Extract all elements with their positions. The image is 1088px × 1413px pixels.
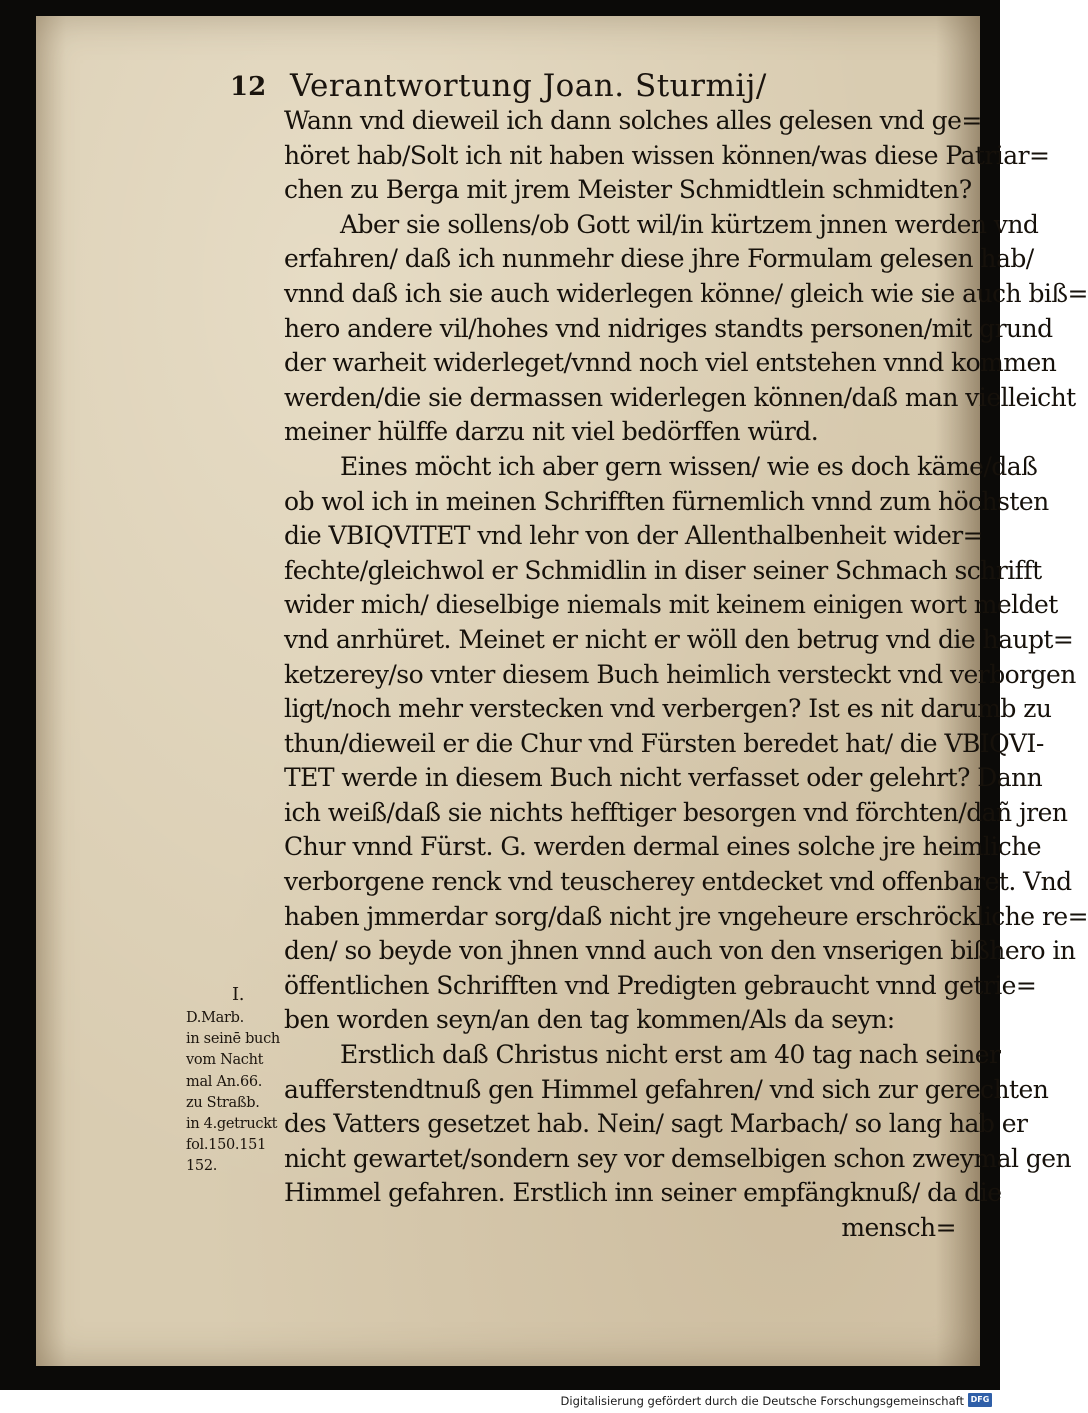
margin-note-line: zu Straßb. bbox=[186, 1094, 260, 1111]
body-text bbox=[284, 104, 1088, 1246]
running-title: Verantwortung Joan. Sturmij/ bbox=[290, 68, 767, 104]
text-line: Aber sie sollens/ob Gott wil/in kürtzem jnnen werden vnd bbox=[340, 209, 1039, 239]
margin-note-number: I. bbox=[232, 984, 245, 1005]
text-line: ben worden seyn/an den tag kommen/Als da seyn: bbox=[284, 1005, 895, 1035]
text-line: Himmel gefahren. Erstlich inn seiner empfängknuß/ da die bbox=[284, 1178, 1002, 1208]
text-line: ligt/noch mehr verstecken vnd verbergen? Ist es nit darumb zu bbox=[284, 694, 1052, 724]
text-line: höret hab/Solt ich nit haben wissen können/was diese Patriar= bbox=[284, 140, 1050, 170]
margin-note-line: 152. bbox=[186, 1158, 218, 1175]
text-line: der warheit widerleget/vnnd noch viel entstehen vnnd kommen bbox=[284, 348, 1057, 378]
text-line: vnnd daß ich sie auch widerlegen könne/ gleich wie sie auch biß= bbox=[284, 278, 1088, 308]
dfg-logo: DFG bbox=[968, 1393, 992, 1407]
footer-bar bbox=[0, 1390, 1000, 1413]
text-line: hero andere vil/hohes vnd nidriges standts personen/mit grund bbox=[284, 313, 1053, 343]
text-line: vnd anrhüret. Meinet er nicht er wöll den betrug vnd die haupt= bbox=[284, 624, 1074, 654]
text-line: thun/dieweil er die Chur vnd Fürsten beredet hat/ die VBIQVI- bbox=[284, 728, 1044, 758]
text-line: öffentlichen Schrifften vnd Predigten gebraucht vnnd getrie= bbox=[284, 970, 1037, 1000]
text-line: verborgene renck vnd teuscherey entdecket vnd offenbaret. Vnd bbox=[284, 867, 1072, 897]
text-line: den/ so beyde von jhnen vnnd auch von den vnserigen bißhero in bbox=[284, 936, 1076, 966]
text-line: TET werde in diesem Buch nicht verfasset oder gelehrt? Dann bbox=[284, 763, 1043, 793]
text-line: Erstlich daß Christus nicht erst am 40 tag nach seiner bbox=[340, 1040, 1001, 1070]
margin-note-line: in seinē buch bbox=[186, 1031, 280, 1048]
text-line: erfahren/ daß ich nunmehr diese jhre Formulam gelesen hab/ bbox=[284, 244, 1034, 274]
text-line: des Vatters gesetzet hab. Nein/ sagt Marbach/ so lang hab er bbox=[284, 1109, 1028, 1139]
funding-credit: Digitalisierung gefördert durch die Deutsche Forschungsgemeinschaft bbox=[560, 1394, 964, 1408]
text-line: werden/die sie dermassen widerlegen können/daß man vielleicht bbox=[284, 382, 1076, 412]
text-line: die VBIQVITET vnd lehr von der Allenthalbenheit wider= bbox=[284, 521, 984, 551]
margin-note-line: D.Marb. bbox=[186, 1010, 244, 1026]
margin-note-line: fol.150.151 bbox=[186, 1137, 267, 1154]
page-number: 12 bbox=[230, 72, 267, 102]
margin-note-line: in 4.getruckt bbox=[186, 1116, 278, 1133]
text-line: Eines möcht ich aber gern wissen/ wie es doch käme/daß bbox=[340, 451, 1038, 481]
text-line: wider mich/ dieselbige niemals mit keinem einigen wort meldet bbox=[284, 590, 1058, 620]
text-line: chen zu Berga mit jrem Meister Schmidtlein schmidten? bbox=[284, 175, 972, 205]
margin-note bbox=[186, 984, 286, 1178]
margin-note-line: mal An.66. bbox=[186, 1073, 263, 1090]
text-line: Chur vnnd Fürst. G. werden dermal eines solche jre heimliche bbox=[284, 832, 1042, 862]
margin-note-lines bbox=[186, 1008, 286, 1178]
text-line: ketzerey/so vnter diesem Buch heimlich versteckt vnd verborgen bbox=[284, 659, 1076, 689]
text-line: Wann vnd dieweil ich dann solches alles gelesen vnd ge= bbox=[284, 106, 982, 135]
text-line: haben jmmerdar sorg/daß nicht jre vngeheure erschröckliche re= bbox=[284, 901, 1088, 931]
text-line: aufferstendtnuß gen Himmel gefahren/ vnd sich zur gerechten bbox=[284, 1074, 1049, 1104]
text-line: ich weiß/daß sie nichts hefftiger besorgen vnd förchten/dañ jren bbox=[284, 797, 1068, 827]
text-line: nicht gewartet/sondern sey vor demselbigen schon zweymal gen bbox=[284, 1143, 1072, 1173]
text-line: fechte/gleichwol er Schmidlin in diser seiner Schmach schrifft bbox=[284, 555, 1042, 585]
margin-note-line: vom Nacht bbox=[186, 1052, 264, 1069]
text-line: ob wol ich in meinen Schrifften fürnemlich vnnd zum höchsten bbox=[284, 486, 1049, 516]
catchword: mensch= bbox=[841, 1213, 956, 1242]
text-line: meiner hülffe darzu nit viel bedörffen würd. bbox=[284, 417, 819, 447]
